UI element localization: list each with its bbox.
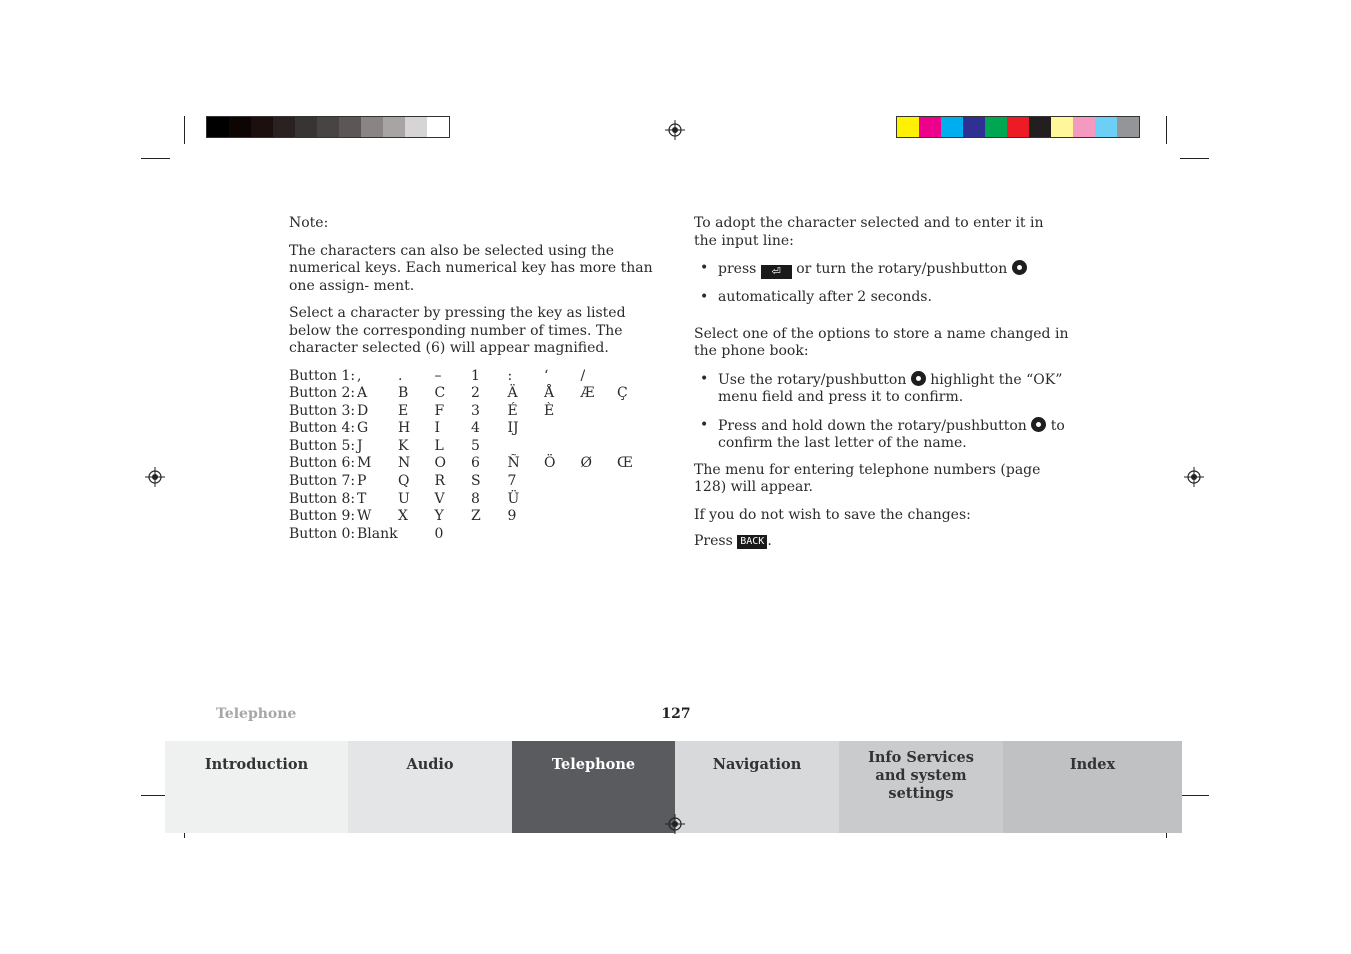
button-label: Button 1: (289, 367, 356, 384)
character-cell (581, 420, 618, 438)
page-number: 127 (661, 706, 691, 722)
button-row (289, 438, 654, 456)
character-cell: , (357, 367, 362, 384)
color-swatch (897, 117, 919, 137)
character-cell (617, 420, 654, 438)
button-label: Button 7: (289, 473, 356, 490)
button-row (289, 508, 654, 526)
character-cell: L (434, 437, 444, 454)
color-swatch (229, 117, 251, 137)
character-cell: Z (471, 508, 481, 525)
button-row (289, 368, 654, 386)
character-cell: I (434, 420, 441, 437)
menu-paragraph: The menu for entering telephone numbers (page 128) will appear. (694, 461, 1041, 495)
no-save-paragraph: If you do not wish to save the changes: (694, 506, 971, 523)
character-cell (617, 508, 654, 526)
character-cell (544, 473, 581, 491)
bullet-text: Use the rotary/pushbutton (718, 371, 907, 388)
character-cell: 3 (471, 402, 480, 419)
color-swatch (361, 117, 383, 137)
store-options-paragraph: Select one of the options to store a name changed in the phone book: (694, 325, 1069, 359)
character-cell (544, 526, 581, 544)
character-cell: Ñ (507, 455, 520, 472)
character-cell: V (434, 490, 445, 507)
character-cell: P (357, 473, 367, 490)
bullet-press-enter (694, 260, 1069, 279)
character-cell: 4 (471, 420, 480, 437)
character-cell (544, 491, 581, 509)
press-back-line: Press BACK . (694, 533, 772, 549)
character-cell: C (434, 385, 446, 402)
button-row (289, 473, 654, 491)
character-cell: O (434, 455, 446, 472)
character-cell: Y (434, 508, 444, 525)
character-cell: Ç (617, 385, 628, 402)
bullet-text: Press and hold down the rotary/pushbutton (718, 417, 1027, 434)
character-cell: K (398, 437, 409, 454)
character-cell: 6 (471, 455, 480, 472)
character-cell: Ø (580, 455, 592, 472)
color-swatch (1073, 117, 1095, 137)
button-label: Button 2: (289, 385, 356, 402)
character-cell: D (357, 402, 369, 419)
character-cell: Ü (507, 490, 520, 507)
character-cell (581, 403, 618, 421)
color-swatch (1117, 117, 1139, 137)
character-cell (508, 438, 545, 456)
character-cell: G (357, 420, 369, 437)
adopt-character-paragraph: To adopt the character selected and to enter it in the input line: (694, 215, 1044, 249)
character-cell (544, 508, 581, 526)
color-swatch (1095, 117, 1117, 137)
numerical-keys-paragraph: The characters can also be selected using the numerical keys. Each numerical key has more than one assign- ment. (289, 242, 653, 294)
character-cell: Ö (544, 455, 556, 472)
character-cell: . (398, 367, 403, 384)
character-cell: E (398, 402, 409, 419)
section-label: Telephone (216, 706, 297, 722)
grayscale-calibration-strip (206, 116, 450, 138)
enter-key-icon: ⏎ (761, 265, 792, 279)
color-calibration-strip (896, 116, 1140, 138)
character-cell (544, 420, 581, 438)
rotary-pushbutton-icon (1012, 260, 1027, 275)
registration-target-icon (665, 120, 685, 140)
character-cell: T (357, 490, 367, 507)
character-cell (471, 526, 508, 544)
bullet-text: press (718, 261, 757, 277)
character-cell: M (357, 455, 372, 472)
registration-target-icon (145, 467, 165, 487)
character-cell (617, 473, 654, 491)
press-label: Press (694, 533, 733, 549)
registration-target-icon (1184, 467, 1204, 487)
button-label: Button 0: (289, 525, 356, 542)
character-cell: U (398, 490, 410, 507)
character-cell: Å (544, 385, 555, 402)
button-row (289, 455, 654, 473)
character-cell: 9 (507, 508, 517, 525)
tab-navigation[interactable] (675, 741, 839, 833)
color-swatch (317, 117, 339, 137)
character-cell: H (398, 420, 411, 437)
right-column (694, 215, 1069, 551)
color-swatch (985, 117, 1007, 137)
color-swatch (941, 117, 963, 137)
character-cell: Ä (507, 385, 518, 402)
color-swatch (1029, 117, 1051, 137)
button-label: Button 5: (289, 437, 356, 454)
character-cell: / (580, 367, 586, 384)
left-column (289, 215, 669, 543)
character-cell: S (471, 473, 481, 490)
character-cell: 0 (434, 525, 444, 542)
color-swatch (273, 117, 295, 137)
color-swatch (207, 117, 229, 137)
character-cell: 8 (471, 490, 480, 507)
color-swatch (251, 117, 273, 137)
character-cell: IJ (507, 420, 519, 437)
crop-mark (1180, 158, 1209, 159)
character-cell (617, 368, 654, 386)
button-row (289, 385, 654, 403)
color-swatch (1007, 117, 1029, 137)
tab-audio[interactable] (348, 741, 512, 833)
registration-target-icon (665, 814, 685, 834)
button-row (289, 420, 654, 438)
character-cell: ‘ (544, 367, 549, 384)
tab-label: Navigation (712, 756, 802, 773)
color-swatch (1051, 117, 1073, 137)
character-cell: 7 (507, 473, 517, 490)
character-cell: Q (398, 473, 410, 490)
bullet-text: automatically after 2 seconds. (718, 289, 932, 305)
bullet-text: highlight the “OK” menu field and press it to confirm. (718, 371, 1063, 405)
character-cell: È (544, 402, 555, 419)
character-cell (581, 508, 618, 526)
color-swatch (405, 117, 427, 137)
button-row (289, 526, 654, 544)
character-cell: 1 (471, 367, 480, 384)
tab-telephone[interactable] (512, 741, 675, 833)
button-label: Button 9: (289, 508, 356, 525)
button-label: Button 6: (289, 455, 356, 472)
color-swatch (427, 117, 449, 137)
tab-label: Audio (406, 756, 454, 773)
character-cell: Æ (580, 385, 595, 402)
character-cell: X (398, 508, 408, 525)
character-cell: É (507, 402, 518, 419)
character-cell (617, 403, 654, 421)
color-swatch (383, 117, 405, 137)
color-swatch (295, 117, 317, 137)
button-character-table (289, 368, 654, 544)
bullet-text: to confirm the last letter of the name. (718, 417, 1065, 451)
crop-mark (1180, 795, 1209, 796)
tab-label: Index (1069, 756, 1116, 773)
bullet-press-hold (694, 417, 1069, 453)
tab-label: Info Services and system settings (868, 749, 974, 802)
character-cell (617, 526, 654, 544)
character-cell: W (357, 508, 372, 525)
button-label: Button 3: (289, 402, 356, 419)
character-cell: Œ (617, 455, 633, 472)
character-cell (581, 438, 618, 456)
character-cell: B (398, 385, 409, 402)
bullet-text: or turn the rotary/pushbutton (796, 261, 1008, 277)
rotary-pushbutton-icon (911, 371, 926, 386)
button-row (289, 491, 654, 509)
rotary-pushbutton-icon (1031, 417, 1046, 432)
crop-mark (184, 116, 185, 144)
character-cell (581, 491, 618, 509)
note-label: Note: (289, 215, 329, 231)
bullet-automatic (694, 289, 1069, 307)
color-swatch (339, 117, 361, 137)
character-cell: N (398, 455, 411, 472)
character-cell: F (434, 402, 445, 419)
button-row (289, 403, 654, 421)
character-cell: 5 (471, 437, 480, 454)
crop-mark (1166, 116, 1167, 144)
character-cell (581, 473, 618, 491)
character-cell: 2 (471, 385, 480, 402)
character-cell (581, 526, 618, 544)
character-cell: – (434, 367, 442, 384)
character-cell: R (434, 473, 446, 490)
character-cell: A (357, 385, 368, 402)
tab-label: Introduction (204, 756, 309, 773)
character-cell: : (507, 367, 513, 384)
character-cell: Blank (357, 525, 398, 542)
color-swatch (963, 117, 985, 137)
tab-index[interactable] (1003, 741, 1182, 833)
back-key-icon: BACK (737, 535, 767, 549)
select-character-paragraph: Select a character by pressing the key as listed below the corresponding number of times. The character selected (6) will appear magnified. (289, 305, 626, 356)
tab-info-services-and-system-settings[interactable] (839, 741, 1003, 833)
crop-mark (141, 158, 170, 159)
tab-label: Telephone (551, 756, 636, 773)
button-label: Button 8: (289, 490, 356, 507)
character-cell (617, 438, 654, 456)
button-label: Button 4: (289, 420, 356, 437)
bullet-use-rotary (694, 371, 1069, 407)
tab-introduction[interactable] (165, 741, 348, 833)
character-cell (508, 526, 545, 544)
character-cell (544, 438, 581, 456)
character-cell (617, 491, 654, 509)
character-cell (398, 526, 435, 544)
color-swatch (919, 117, 941, 137)
character-cell: J (357, 437, 363, 454)
